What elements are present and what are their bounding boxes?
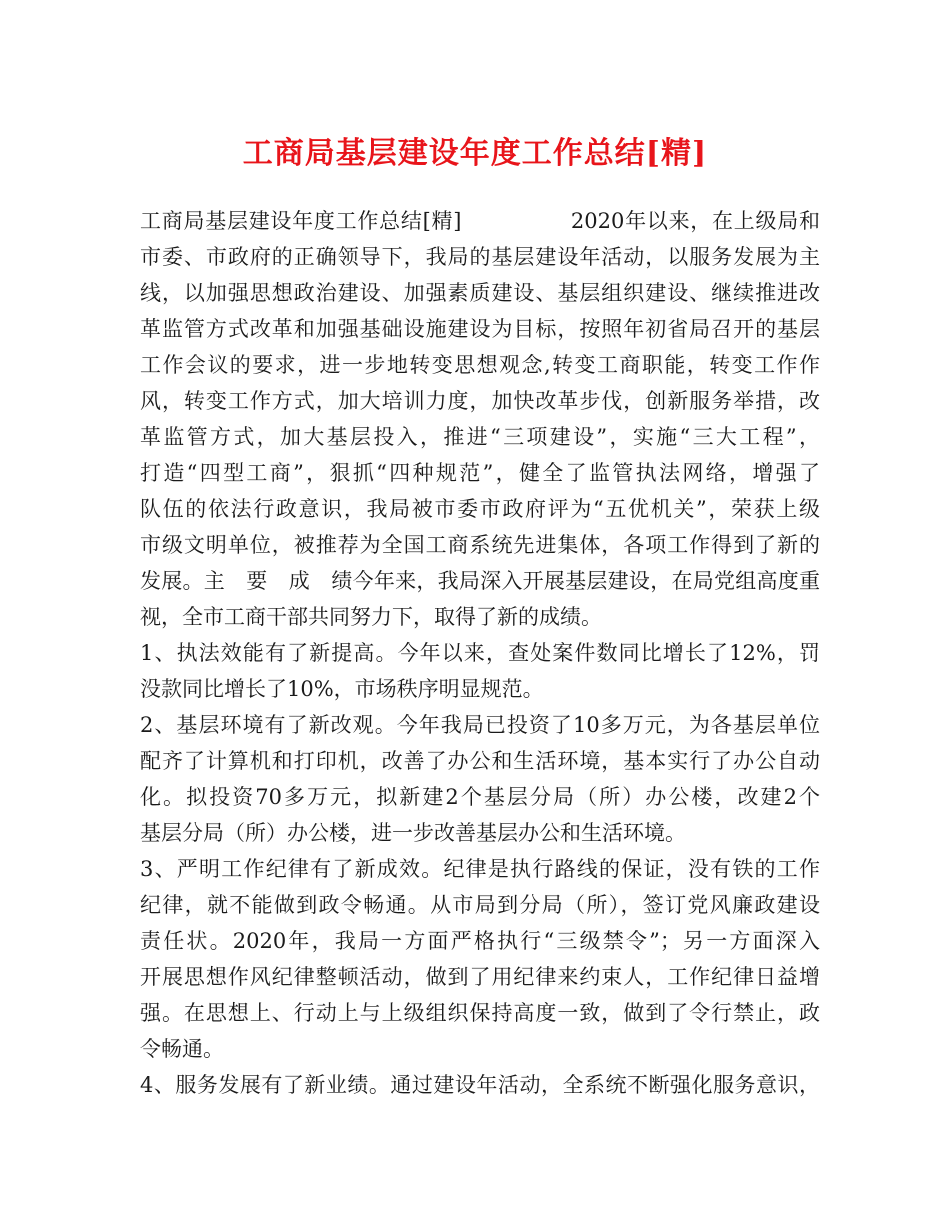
text-line: 4、服务发展有了新业绩。通过建设年活动，全系统不断强化服务意识， — [140, 1073, 820, 1097]
text-line: 没款同比增长了10%，市场秩序明显规范。 — [140, 677, 544, 701]
document-body — [140, 203, 820, 1103]
text-line: 基层分局（所）办公楼，进一步改善基层办公和生活环境。 — [140, 821, 686, 845]
text-line: 队伍的依法行政意识，我局被市委市政府评为“五优机关”，荣获上级 — [140, 497, 820, 521]
text-line: 2、基层环境有了新改观。今年我局已投资了10多万元，为各基层单位 — [140, 713, 820, 737]
text-line: 强。在思想上、行动上与上级组织保持高度一致，做到了令行禁止，政 — [140, 1001, 820, 1025]
text-line: 责任状。2020年，我局一方面严格执行“三级禁令”；另一方面深入 — [140, 929, 820, 953]
text-line: 3、严明工作纪律有了新成效。纪律是执行路线的保证，没有铁的工作 — [140, 857, 820, 881]
text-line: 革监管方式改革和加强基础设施建设为目标，按照年初省局召开的基层 — [140, 317, 820, 341]
text-line: 工作会议的要求，进一步地转变思想观念,转变工商职能，转变工作作 — [140, 353, 820, 377]
text-line: 风，转变工作方式，加大培训力度，加快改革步伐，创新服务举措，改 — [140, 389, 820, 413]
text-line: 革监管方式，加大基层投入，推进“三项建设”，实施“三大工程”， — [140, 425, 820, 449]
text-line: 开展思想作风纪律整顿活动，做到了用纪律来约束人，工作纪律日益增 — [140, 965, 820, 989]
text-line: 市委、市政府的正确领导下，我局的基层建设年活动，以服务发展为主 — [140, 245, 820, 269]
text-line: 工商局基层建设年度工作总结[精] 2020年以来，在上级局和 — [140, 209, 820, 233]
text-line: 纪律，就不能做到政令畅通。从市局到分局（所），签订党风廉政建设 — [140, 893, 820, 917]
text-line: 发展。主 要 成 绩今年来，我局深入开展基层建设，在局党组高度重 — [140, 569, 820, 593]
text-line: 配齐了计算机和打印机，改善了办公和生活环境，基本实行了办公自动 — [140, 749, 820, 773]
text-line: 市级文明单位，被推荐为全国工商系统先进集体，各项工作得到了新的 — [140, 533, 820, 557]
text-line: 打造“四型工商”，狠抓“四种规范”，健全了监管执法网络，增强了 — [140, 461, 820, 485]
text-line: 1、执法效能有了新提高。今年以来，查处案件数同比增长了12%，罚 — [140, 641, 820, 665]
text-line: 化。拟投资70多万元，拟新建2个基层分局（所）办公楼，改建2个 — [140, 785, 820, 809]
text-line: 令畅通。 — [140, 1037, 224, 1061]
text-line: 视，全市工商干部共同努力下，取得了新的成绩。 — [140, 605, 602, 629]
document-title: 工商局基层建设年度工作总结[精] — [242, 136, 708, 171]
text-line: 线，以加强思想政治建设、加强素质建设、基层组织建设、继续推进改 — [140, 281, 820, 305]
